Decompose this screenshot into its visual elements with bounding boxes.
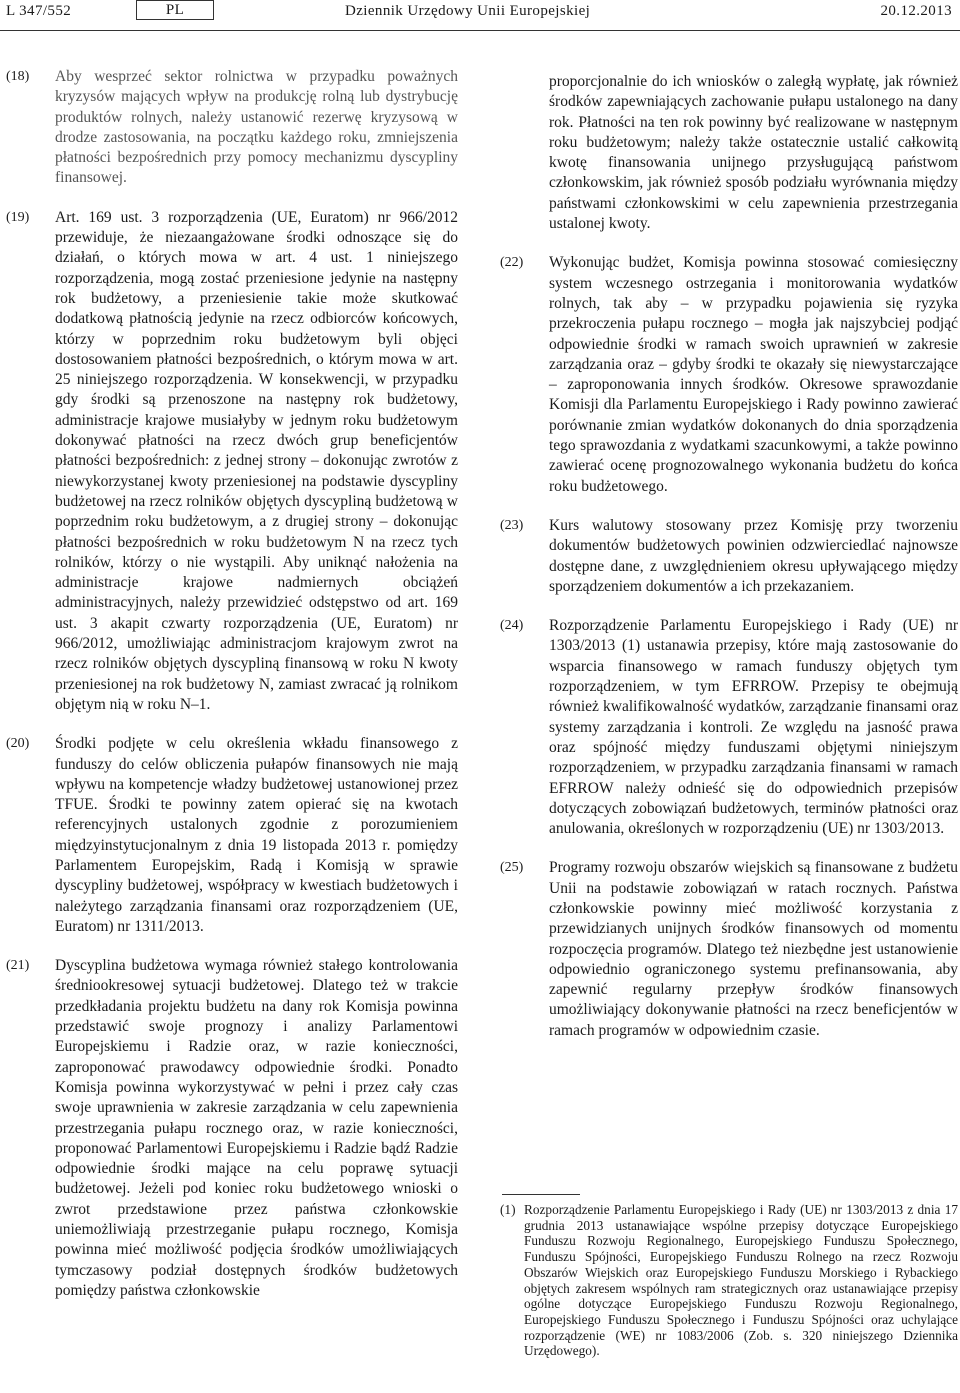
recital-number: (19)	[6, 209, 30, 225]
footnote	[500, 1202, 958, 1359]
recital-19	[6, 208, 458, 715]
recital-text: Art. 169 ust. 3 rozporządzenia (UE, Euratom) nr 966/2012 przewiduje, że niezaangażowane środki odnoszące się do działań, o których mowa w art. 4 ust. 1 niniejszego rozporządzenia, mogą zostać przeniesione jedynie na następny rok budżetowy, a przeniesienie takie może skutkować dodatkową płatnością jedynie na rzecz odbiorców końcowych, którzy w poprzednim roku budżetowym byli objęci dostosowaniem płatności bezpośrednich, o którym mowa w art. 25 niniejszego rozporządzenia. W konsekwencji, w przypadku gdy środki są przenoszone na następny rok budżetowy, administracje krajowe musiałyby w jednym roku budżetowym dokonywać płatności na rzecz dwóch grup beneficjentów płatności bezpośrednich: z jednej strony – dokonując zwrotów z niewykorzystanej kwoty przeniesionej na podstawie dyscypliny budżetowej na rzecz rolników objętych dyscypliną budżetową w poprzednim roku budżetowym, a z drugiej strony – dokonując płatności bezpośrednich w roku budżetowym N na rzecz tych rolników, którzy o nie wystąpili. Aby uniknąć nałożenia na administracje krajowe nadmiernych obciążeń administracyjnych, należy przewidzieć odstępstwo od art. 169 ust. 3 akapit czwarty rozporządzenia (UE, Euratom) nr 966/2012, umożliwiając administracjom krajowym zwrot na rzecz rolników objętych dyscypliną finansową w roku N kwoty przeniesionej na rok budżetowy N, zamiast zwracać ją rolnikom objętym nią w roku N–1.	[55, 208, 458, 713]
recital-21	[6, 956, 458, 1301]
header-rule	[0, 30, 960, 31]
recital-text: Dyscyplina budżetowa wymaga również stałego kontrolowania średniookresowej sytuacji budżetowej. Dlatego też w trakcie przedkładania projektu budżetu na dany rok Komisja powinna przedstawić swoje prognozy i analizy Parlamentowi Europejskiemu i Radzie oraz, w razie konieczności, zaproponować prawodawcy odpowiednie środki. Ponadto Komisja powinna wykorzystywać w pełni i przez cały czas swoje uprawnienia w zakresie zarządzania w celu zapewnienia przestrzegania pułapu rocznego oraz, w razie konieczności, proponować Parlamentowi Europejskiemu i Radzie bądź Radzie odpowiednie środki mające na celu poprawę sytuacji budżetowej. Jeżeli pod koniec roku budżetowego wnioski o zwrot przedstawione przez państwa członkowskie uniemożliwiają przestrzeganie pułapu rocznego, Komisja powinna mieć możliwość podjęcia środków umożliwiających tymczasowy podział dostępnych środków budżetowych pomiędzy państwa członkowskie	[55, 957, 458, 1299]
recital-text: Rozporządzenie Parlamentu Europejskiego i Rady (UE) nr 1303/2013 (1) ustanawia przepisy, które mają zastosowanie do wsparcia finansowego w ramach funduszy objętych tym rozporządzeniem, w tym EFRROW. Przepisy te obejmują również kwalifikowalność wydatków, zarządzanie finansami oraz systemy zarządzania i kontroli. Ze względu na jasność prawa oraz spójność między funduszami objętymi niniejszym rozporządzeniem, w przypadku zarządzania finansami w ramach EFRROW należy odnieść się do odpowiednich przepisów dotyczących zobowiązań budżetowych, terminów płatności oraz anulowania, określonych w rozporządzeniu (UE) nr 1303/2013.	[549, 617, 958, 838]
recital-number: (25)	[500, 860, 524, 876]
recital-23	[500, 516, 958, 597]
recital-22	[500, 253, 958, 497]
recital-18	[6, 67, 458, 189]
recital-number: (18)	[6, 69, 30, 84]
recital-21-continuation: proporcjonalnie do ich wniosków o zaległą wypłatę, jak również środków zapewniających zachowanie pułapu ustalonego na dany rok. Płatności na ten rok powinny być realizowane w następnym roku budżetowym; należy także ostatecznie ustalić całkowitą kwotę finansowania unijnego przysługującą państwom członkowskim, jak również sposób podziału wyrównania między państwami członkowskimi w celu zapewnienia przestrzegania ustalonej kwoty.	[549, 73, 958, 233]
recital-text: Kurs walutowy stosowany przez Komisję przy tworzeniu dokumentów budżetowych powinien odzwierciedlać najnowsze dostępne dane, z uwzględnieniem okresu upływającego między sporządzeniem dokumentów a ich przekazaniem.	[549, 516, 958, 595]
recital-text: Aby wesprzeć sektor rolnictwa w przypadku poważnych kryzysów mających wpływ na produkcję rolną lub dystrybucję produktów rolnych, należy ustanowić rezerwę kryzysową w drodze zastosowania, na początku każdego roku, zmniejszenia płatności bezpośrednich przy pomocy mechanizmu dyscypliny finansowej.	[55, 68, 458, 187]
recital-number: (22)	[500, 255, 524, 271]
page-header	[0, 0, 960, 40]
recital-number: (24)	[500, 618, 524, 634]
left-column	[6, 67, 458, 1320]
recital-text: Programy rozwoju obszarów wiejskich są finansowane z budżetu Unii na podstawie zobowiązań w ratach rocznych. Państwa członkowskie powinny mieć możliwość korzystania z przewidzianych unijnych środków finansowych od momentu rozpoczęcia programów. Dlatego też niezbędne jest ustanowienie odpowiednio ograniczonego systemu prefinansowania, aby zapewnić regularny przepływ środków finansowych umożliwiający dokonywanie płatności na rzecz beneficjentów w ramach programów w odpowiednim czasie.	[549, 859, 958, 1039]
publication-date: 20.12.2013	[880, 3, 952, 19]
journal-title: Dziennik Urzędowy Unii Europejskiej	[345, 3, 591, 19]
recital-number: (21)	[6, 958, 30, 974]
recital-number: (20)	[6, 736, 30, 752]
footnote-mark: (1)	[500, 1202, 516, 1217]
recital-number: (23)	[500, 517, 524, 533]
recital-text: Wykonując budżet, Komisja powinna stosować comiesięczny system wczesnego ostrzegania i monitorowania wydatków rolnych, tak aby – w przypadku pojawienia się ryzyka przekroczenia pułapu rocznego – mogła jak najszybciej podjąć odpowiednie środki w ramach swoich uprawnień w zakresie zarządzania oraz – gdyby środki te okazały się niewystarczające – zaproponowania innych środków. Okresowe sprawozdanie Komisji dla Parlamentu Europejskiego i Rady powinno zawierać porównanie zmian wydatków dokonanych do dnia sporządzenia tego sprawozdania z wydatkami szacunkowymi, a także powinno zawierać ocenę prognozowalnego wykonania budżetu do końca roku budżetowego.	[549, 254, 958, 495]
language-badge: PL	[136, 0, 214, 20]
recital-24	[500, 616, 958, 839]
right-column	[500, 72, 958, 1060]
recital-text: Środki podjęte w celu określenia wkładu finansowego z funduszy do celów obliczenia pułapów finansowych nie mają wpływu na kompetencje władzy budżetowej ustanowionej przez TFUE. Środki te powinny zatem opierać się na kwotach referencyjnych ustalonych zgodnie z porozumieniem międzyinstytucjonalnym z dnia 19 listopada 2013 r. pomiędzy Parlamentem Europejskim, Radą i Komisją w sprawie dyscypliny budżetowej, współpracy w kwestiach budżetowych i należytego zarządzania finansami oraz rozporządzeniem (UE, Euratom) nr 1311/2013.	[55, 735, 458, 935]
recital-25	[500, 858, 958, 1041]
footnote-text: Rozporządzenie Parlamentu Europejskiego i Rady (UE) nr 1303/2013 z dnia 17 grudnia 2013 ustanawiające wspólne przepisy dotyczące Europejskiego Funduszu Rozwoju Regionalnego, Europejskiego Funduszu Społecznego, Funduszu Spójności, Europejskiego Funduszu Rolnego na rzecz Rozwoju Obszarów Wiejskich oraz Europejskiego Funduszu Morskiego i Rybackiego objętych zakresem wspólnych ram strategicznych oraz ustanawiające przepisy ogólne dotyczące Europejskiego Funduszu Rozwoju Regionalnego, Europejskiego Funduszu Społecznego i Funduszu Spójności oraz uchylające rozporządzenie (WE) nr 1083/2006 (Zob. s. 320 niniejszego Dziennika Urzędowego).	[524, 1202, 958, 1359]
page-number: L 347/552	[6, 3, 72, 19]
recital-20	[6, 734, 458, 937]
footnote-rule	[502, 1194, 580, 1195]
